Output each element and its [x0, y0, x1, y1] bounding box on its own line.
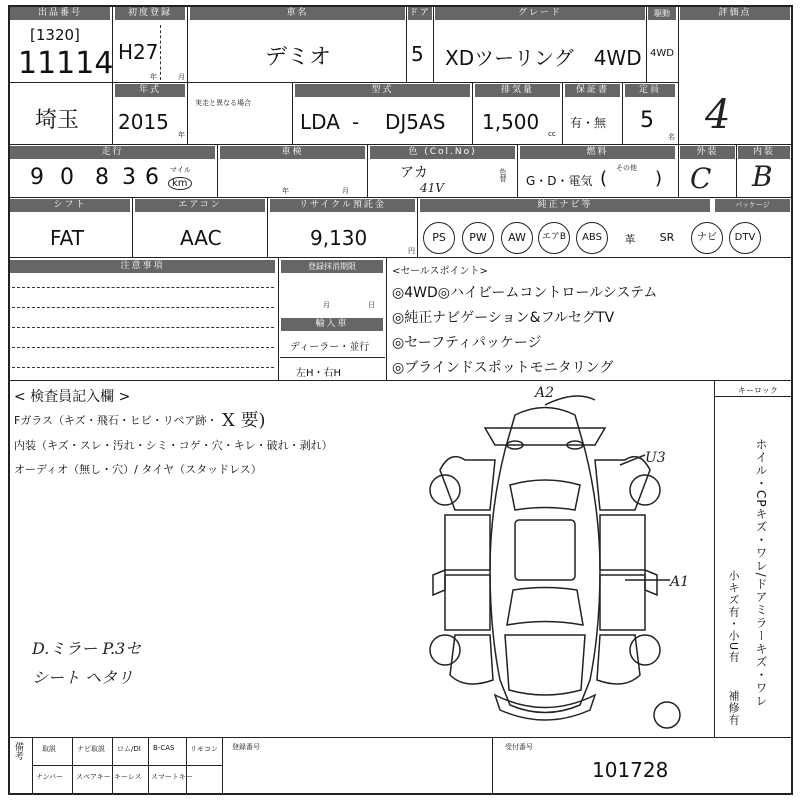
fuel-options: G・D・電気 — [526, 174, 593, 188]
equip-navi: ナビ — [691, 222, 723, 254]
mileage-unit-km: km — [168, 177, 192, 190]
recycle-value: 9,130 — [310, 226, 368, 250]
pack-header: パッケージ — [715, 199, 790, 212]
sales-point-1: ◎4WD◎ハイビームコントロールシステム — [392, 285, 658, 301]
reg-deadline-header: 登録抹消期限 — [281, 260, 383, 273]
mileage-digit-3: 8 — [95, 165, 109, 190]
door-front-right — [600, 575, 645, 630]
door-front-left — [445, 575, 490, 630]
mileage-digit-5: 6 — [145, 165, 159, 190]
capacity-unit: 名 — [668, 133, 675, 141]
exterior-value: C — [690, 162, 712, 195]
capacity-value: 5 — [640, 108, 654, 133]
score-value: 4 — [705, 92, 731, 138]
equip-sunroof: SR — [659, 231, 675, 244]
warranty-value: 有・無 — [570, 116, 607, 130]
grade-header: グレード — [435, 7, 645, 20]
sales-points-header: <セールスポイント> — [392, 266, 488, 277]
rear-spoiler — [485, 428, 605, 445]
parts-manual: 取説 — [42, 745, 56, 753]
capacity-header: 定員 — [625, 84, 675, 97]
mark-left: U3 — [645, 450, 666, 466]
model-code: DJ5AS — [385, 110, 446, 134]
inspector-header: < 検査員記入欄 > — [14, 389, 131, 405]
key-header: キーロック — [738, 386, 778, 395]
hood — [505, 635, 585, 695]
car-name: デミオ — [265, 45, 332, 70]
parts-keyless: キーレス — [114, 773, 142, 781]
sales-point-4: ◎ブラインドスポットモニタリング — [392, 360, 614, 376]
fuel-paren-close: ) — [655, 168, 663, 189]
parts-spare-key: スペアキー — [76, 773, 111, 781]
color-header: 色 (Col.No) — [370, 146, 515, 159]
sales-point-2: ◎純正ナビゲーション&フルセグTV — [392, 310, 615, 326]
fuel-other-label: その他 — [616, 164, 637, 172]
inspector-line-1: Fガラス（キズ・飛石・ヒビ・リペア跡・ — [14, 414, 218, 427]
reg-no-header: 登録番号 — [232, 743, 260, 751]
notes-header: 注意事項 — [10, 260, 275, 273]
lot-number: 11114 — [18, 46, 114, 81]
import-header: 輸入車 — [281, 318, 383, 331]
mileage-header: 走行 — [10, 146, 215, 159]
vertical-damage-text: ホイル・CPキズ・ワレ/ドアミラーキズ・ワレ — [754, 438, 768, 708]
mirror-left — [433, 570, 445, 595]
interior-header: 内装 — [738, 146, 790, 159]
car-name-header: 車名 — [190, 7, 405, 20]
parts-plate: ナンバー — [36, 773, 64, 781]
import-steering: 左H・右H — [296, 368, 342, 379]
windshield — [507, 588, 583, 626]
lot-header: 出品番号 — [10, 7, 110, 20]
reg-era: H27 — [118, 40, 159, 64]
roof — [515, 520, 575, 580]
shaken-month: 月 — [342, 187, 349, 195]
equip-dtv: DTV — [729, 222, 761, 254]
sales-point-3: ◎セーフティパッケージ — [392, 335, 542, 351]
drive-value: 4WD — [650, 48, 674, 59]
year-header: 初度登録 — [115, 7, 185, 20]
score-header: 評価点 — [680, 7, 790, 20]
parts-side-label: 備考 — [13, 742, 23, 760]
reg-year-unit: 年 — [150, 73, 157, 81]
model-sep: - — [352, 110, 360, 134]
color-label: 色替 — [499, 168, 507, 182]
vertical-end-text: 補修有 — [727, 690, 740, 726]
mark-right: A1 — [670, 574, 690, 590]
reg-deadline-month: 月 — [323, 301, 330, 309]
interior-value: B — [752, 160, 773, 193]
model-year-value: 2015 — [118, 110, 169, 134]
spare-tire — [654, 702, 680, 728]
receipt-no-header: 受付番号 — [505, 743, 533, 751]
equip-ps: PS — [423, 222, 455, 254]
equip-abs: ABS — [576, 222, 608, 254]
equip-airbag: エアB — [538, 222, 570, 254]
front-bumper — [495, 695, 595, 720]
doors-value: 5 — [411, 42, 424, 66]
model-prefix: LDA — [300, 110, 340, 134]
exterior-header: 外装 — [680, 146, 735, 159]
door-rear-left — [445, 515, 490, 570]
fuel-paren-open: ( — [600, 168, 608, 189]
mileage-unit-top: マイル — [170, 166, 191, 174]
model-year-note: 実走と異なる場合 — [195, 99, 251, 107]
parts-bcas: B-CAS — [153, 744, 175, 752]
recycle-unit: 円 — [408, 247, 415, 255]
lot-prefix: [1320] — [30, 26, 80, 44]
displacement-value: 1,500 — [482, 110, 540, 134]
wheel-front-right — [630, 635, 660, 665]
equipment-header: 純正ナビ等 — [420, 199, 710, 212]
model-year-unit: 年 — [178, 131, 185, 139]
car-body-outline — [490, 408, 600, 713]
wheel-rear-right — [630, 475, 660, 505]
displacement-header: 排気量 — [475, 84, 560, 97]
rear-window — [510, 480, 580, 510]
parts-navi-manual: ナビ取説 — [77, 745, 105, 753]
color-code: 41V — [420, 181, 444, 195]
aircon-value: AAC — [180, 226, 222, 250]
displacement-unit: cc — [548, 130, 556, 138]
model-header: 型式 — [295, 84, 470, 97]
mileage-digit-2: 0 — [60, 165, 74, 190]
reg-deadline-day: 日 — [368, 301, 375, 309]
shift-header: シフト — [10, 199, 130, 212]
mileage-digit-1: 9 — [30, 165, 44, 190]
handwritten-note-1: D.ミラー P.3セ — [32, 639, 142, 658]
fender-rear-left — [440, 457, 495, 510]
model-year-header: 年式 — [115, 84, 185, 97]
handwritten-note-2: シート ヘタリ — [32, 668, 134, 687]
recycle-header: リサイクル預託金 — [270, 199, 415, 212]
inspector-x-required: X 要) — [222, 410, 266, 431]
wheel-rear-left — [430, 475, 460, 505]
wheel-front-left — [430, 635, 460, 665]
warranty-header: 保証書 — [565, 84, 620, 97]
mirror-right — [645, 570, 657, 595]
doors-header: ドア — [409, 8, 431, 18]
inspector-line-2: 内装（キズ・スレ・汚れ・シミ・コゲ・穴・キレ・破れ・剥れ） — [14, 439, 333, 452]
vertical-side-text: 小キズ有・小U有 — [727, 570, 740, 664]
mileage-digit-4: 3 — [122, 165, 136, 190]
equip-aw: AW — [501, 222, 533, 254]
reg-month-unit: 月 — [178, 73, 185, 81]
shaken-header: 車検 — [220, 146, 365, 159]
receipt-no-value: 101728 — [592, 758, 669, 782]
equip-pw: PW — [462, 222, 494, 254]
prefecture: 埼玉 — [35, 108, 80, 133]
shift-value: FAT — [50, 226, 85, 250]
import-dealer: ディーラー・並行 — [290, 342, 370, 353]
mark-rear: A2 — [535, 385, 555, 401]
equip-leather: 革 — [624, 233, 636, 246]
grade-value: XDツーリング 4WD — [445, 46, 642, 70]
aircon-header: エアコン — [135, 199, 265, 212]
door-rear-right — [600, 515, 645, 570]
shaken-year: 年 — [282, 187, 289, 195]
inspector-line-3: オーディオ（無し・穴）/ タイヤ（スタッドレス） — [14, 463, 262, 476]
parts-remote: リモコン — [190, 745, 218, 753]
car-damage-diagram — [405, 390, 685, 750]
parts-smart-key: スマートキー — [151, 773, 193, 781]
color-name: アカ — [400, 165, 428, 181]
drive-header: 駆動 — [648, 7, 676, 20]
parts-rom: ロム/DI — [117, 745, 141, 753]
fuel-header: 燃料 — [520, 146, 675, 159]
